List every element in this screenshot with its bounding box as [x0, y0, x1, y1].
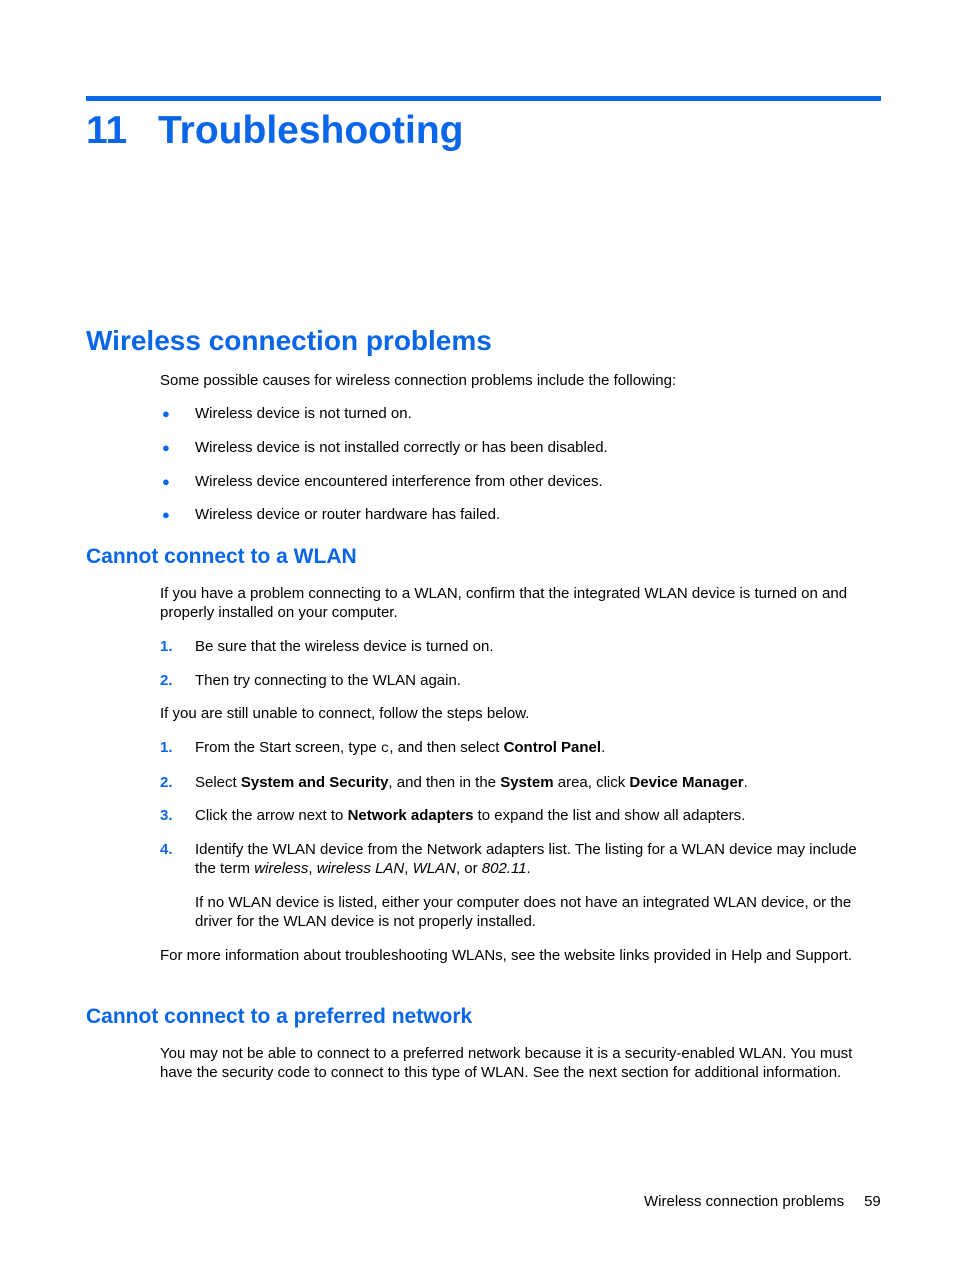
- preferred-heading: Cannot connect to a preferred network: [86, 1005, 473, 1028]
- ui-term: System and Security: [240, 774, 389, 791]
- step-number: 2.: [160, 672, 173, 689]
- step-text: Identify the WLAN device from the Network adapters list. The listing for a WLAN device may include the term wireless, wireless LAN, WLAN, or 802.11.: [195, 841, 857, 877]
- step-text: Select System and Security, and then in the System area, click Device Manager.: [195, 774, 748, 791]
- section-intro: Some possible causes for wireless connection problems include the following:: [160, 372, 677, 389]
- step-item: [160, 671, 875, 690]
- step-item: [160, 840, 875, 878]
- step-item: [160, 738, 875, 759]
- wlan-intro: If you have a problem connecting to a WLAN, confirm that the integrated WLAN device is turned on and properly installed on your computer.: [160, 585, 848, 621]
- chapter-title: Troubleshooting: [158, 109, 464, 152]
- bullet-text: Wireless device encountered interference from other devices.: [195, 473, 603, 490]
- bullet-icon: ●: [162, 507, 170, 522]
- step-number: 4.: [160, 841, 173, 858]
- still-unable-text: If you are still unable to connect, follow the steps below.: [160, 705, 530, 722]
- page-footer: [644, 1192, 881, 1211]
- term: WLAN: [412, 860, 456, 877]
- step-text: From the Start screen, type c, and then select Control Panel.: [195, 739, 606, 757]
- ui-term: Network adapters: [347, 807, 474, 824]
- step-text: Be sure that the wireless device is turned on.: [195, 638, 494, 655]
- more-info-text: For more information about troubleshooting WLANs, see the website links provided in Help and Support.: [160, 947, 853, 964]
- typed-command: c: [380, 741, 390, 757]
- term: wireless: [254, 860, 309, 877]
- step-item: [160, 773, 875, 792]
- step-number: 1.: [160, 638, 173, 655]
- step-text: Click the arrow next to Network adapters to expand the list and show all adapters.: [195, 807, 746, 824]
- chapter-rule: [86, 96, 881, 101]
- bullet-item: [160, 438, 875, 457]
- step-text: Then try connecting to the WLAN again.: [195, 672, 461, 689]
- preferred-body: You may not be able to connect to a preferred network because it is a security-enabled WLAN. You must have the security code to connect to this type of WLAN. See the next section for additional information.: [160, 1045, 853, 1081]
- bullet-text: Wireless device or router hardware has failed.: [195, 506, 501, 523]
- bullet-icon: ●: [162, 474, 170, 489]
- wlan-heading: Cannot connect to a WLAN: [86, 545, 357, 568]
- footer-section: Wireless connection problems: [644, 1193, 845, 1210]
- bullet-item: [160, 505, 875, 524]
- ui-term: System: [500, 774, 554, 791]
- section-title: Wireless connection problems: [86, 325, 492, 356]
- ui-term: Device Manager: [629, 774, 744, 791]
- step-number: 3.: [160, 807, 173, 824]
- bullet-text: Wireless device is not installed correctly or has been disabled.: [195, 439, 608, 456]
- term: wireless LAN: [316, 860, 405, 877]
- step-item: [160, 637, 875, 656]
- step-item: [160, 806, 875, 825]
- page-number: 59: [864, 1193, 881, 1210]
- chapter-number: 11: [86, 109, 128, 152]
- term: 802.11: [481, 860, 527, 877]
- bullet-item: [160, 404, 875, 423]
- bullet-icon: ●: [162, 406, 170, 421]
- step-number: 1.: [160, 739, 173, 756]
- bullet-item: [160, 472, 875, 491]
- no-device-note: If no WLAN device is listed, either your computer does not have an integrated WLAN device, or the driver for the WLAN device is not properly installed.: [195, 894, 852, 930]
- chapter-heading: [86, 105, 463, 157]
- bullet-text: Wireless device is not turned on.: [195, 405, 412, 422]
- ui-term: Control Panel: [503, 739, 602, 756]
- step-number: 2.: [160, 774, 173, 791]
- bullet-icon: ●: [162, 440, 170, 455]
